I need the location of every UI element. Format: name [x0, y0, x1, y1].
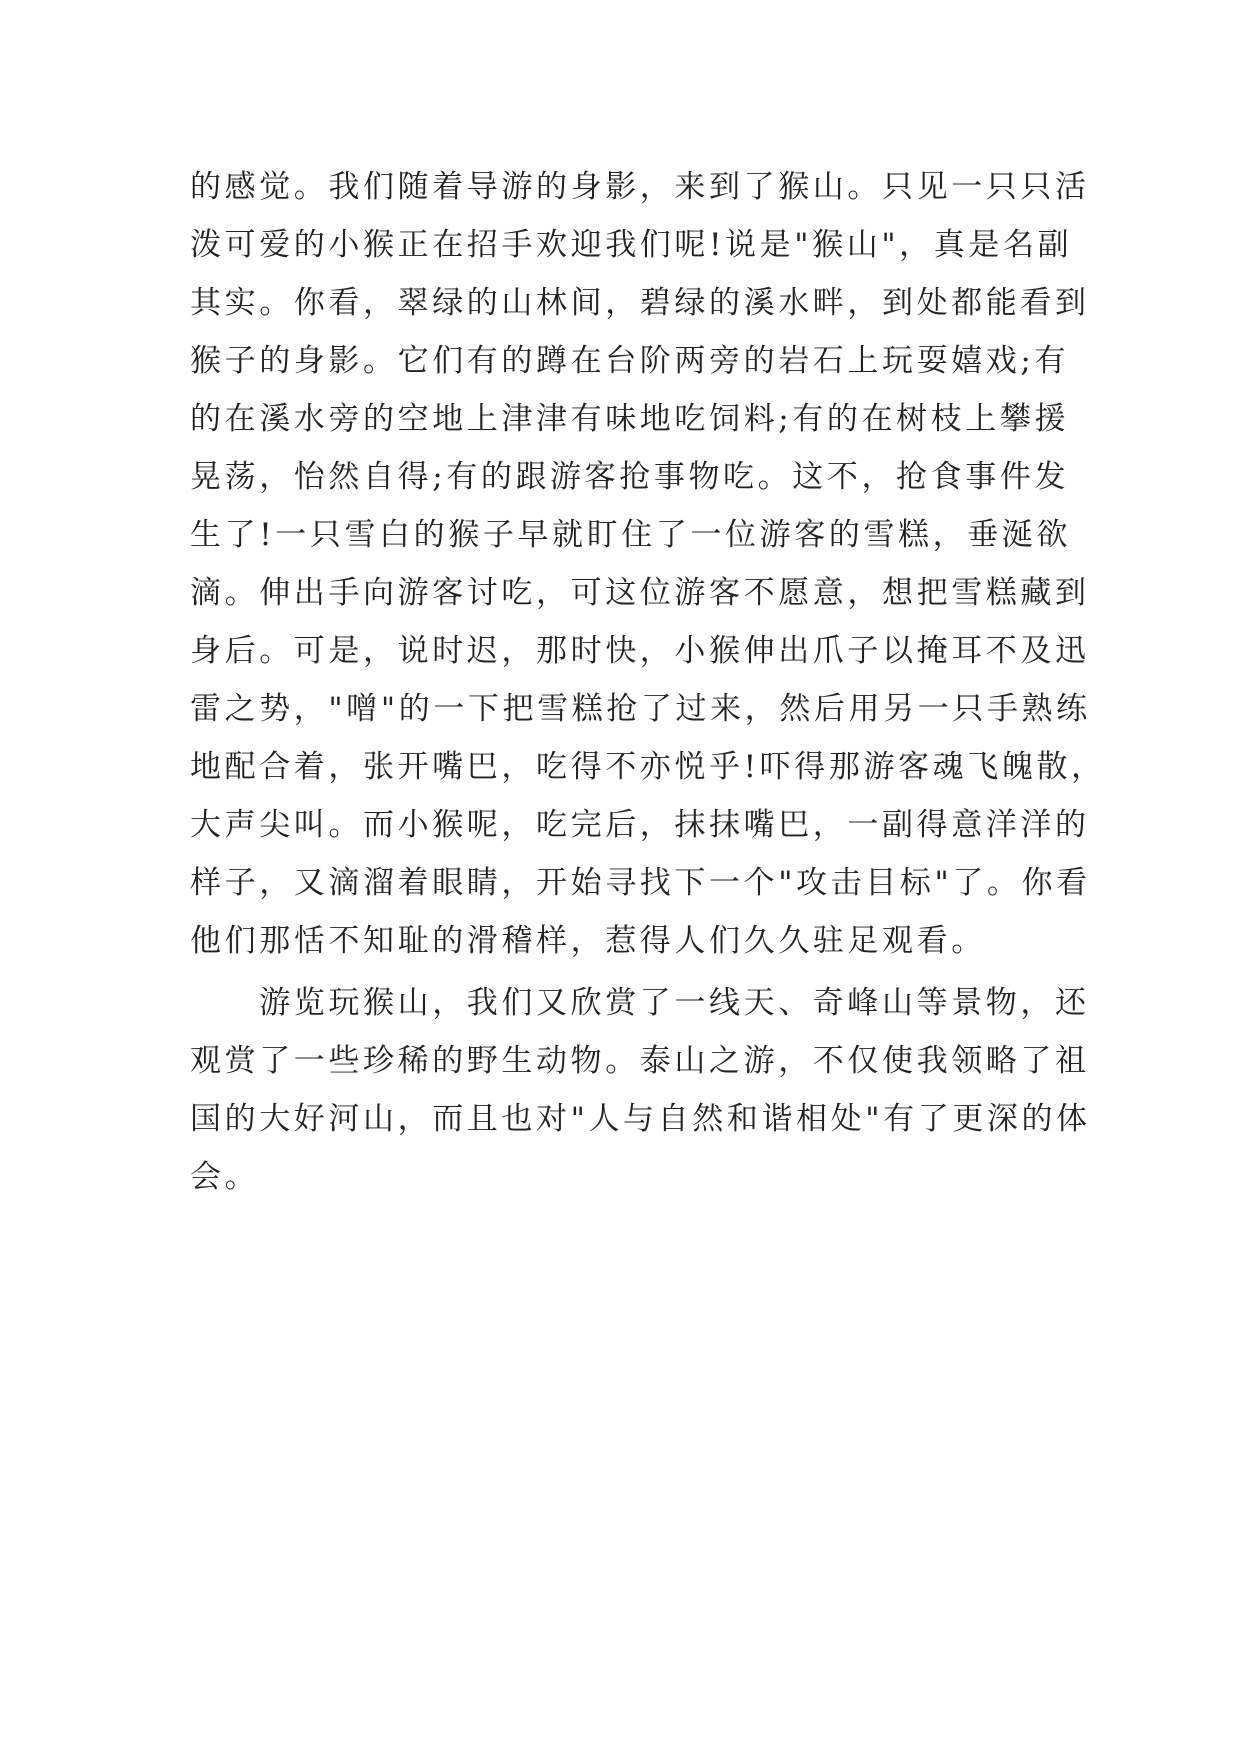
- text-line: 身后。可是，说时迟，那时快，小猴伸出爪子以掩耳不及迅: [190, 633, 1090, 669]
- text-line: 滴。伸出手向游客讨吃，可这位游客不愿意，想把雪糕藏到: [190, 575, 1090, 611]
- body-text: [190, 158, 1106, 1206]
- text-line: 观赏了一些珍稀的野生动物。泰山之游，不仅使我领略了祖: [190, 1043, 1090, 1079]
- text-line: 生了!一只雪白的猴子早就盯住了一位游客的雪糕，垂涎欲: [190, 517, 1072, 553]
- text-line: 的在溪水旁的空地上津津有味地吃饲料;有的在树枝上攀援: [190, 401, 1070, 437]
- text-line: 大声尖叫。而小猴呢，吃完后，抹抹嘴巴，一副得意洋洋的: [190, 807, 1090, 843]
- text-line: 雷之势，"噌"的一下把雪糕抢了过来，然后用另一只手熟练: [190, 691, 1091, 727]
- text-line: 他们那恬不知耻的滑稽样，惹得人们久久驻足观看。: [190, 923, 986, 959]
- text-line: 晃荡，怡然自得;有的跟游客抢事物吃。这不，抢食事件发: [190, 459, 1070, 495]
- text-line: 会。: [190, 1159, 260, 1195]
- text-line: 其实。你看，翠绿的山林间，碧绿的溪水畔，到处都能看到: [190, 285, 1090, 321]
- text-line: 猴子的身影。它们有的蹲在台阶两旁的岩石上玩耍嬉戏;有: [190, 343, 1070, 379]
- text-line: 地配合着，张开嘴巴，吃得不亦悦乎!吓得那游客魂飞魄散，: [190, 749, 1106, 785]
- text-line: 国的大好河山，而且也对"人与自然和谐相处"有了更深的体: [190, 1101, 1091, 1137]
- text-line: 泼可爱的小猴正在招手欢迎我们呢!说是"猴山"，真是名副: [190, 227, 1073, 263]
- paragraph-1: [190, 158, 1106, 970]
- paragraph-2: [190, 974, 1091, 1206]
- text-line: 游览玩猴山，我们又欣赏了一线天、奇峰山等景物，还: [190, 985, 1090, 1021]
- text-line: 的感觉。我们随着导游的身影，来到了猴山。只见一只只活: [190, 169, 1090, 205]
- text-line: 样子，又滴溜着眼睛，开始寻找下一个"攻击目标"了。你看: [190, 865, 1091, 901]
